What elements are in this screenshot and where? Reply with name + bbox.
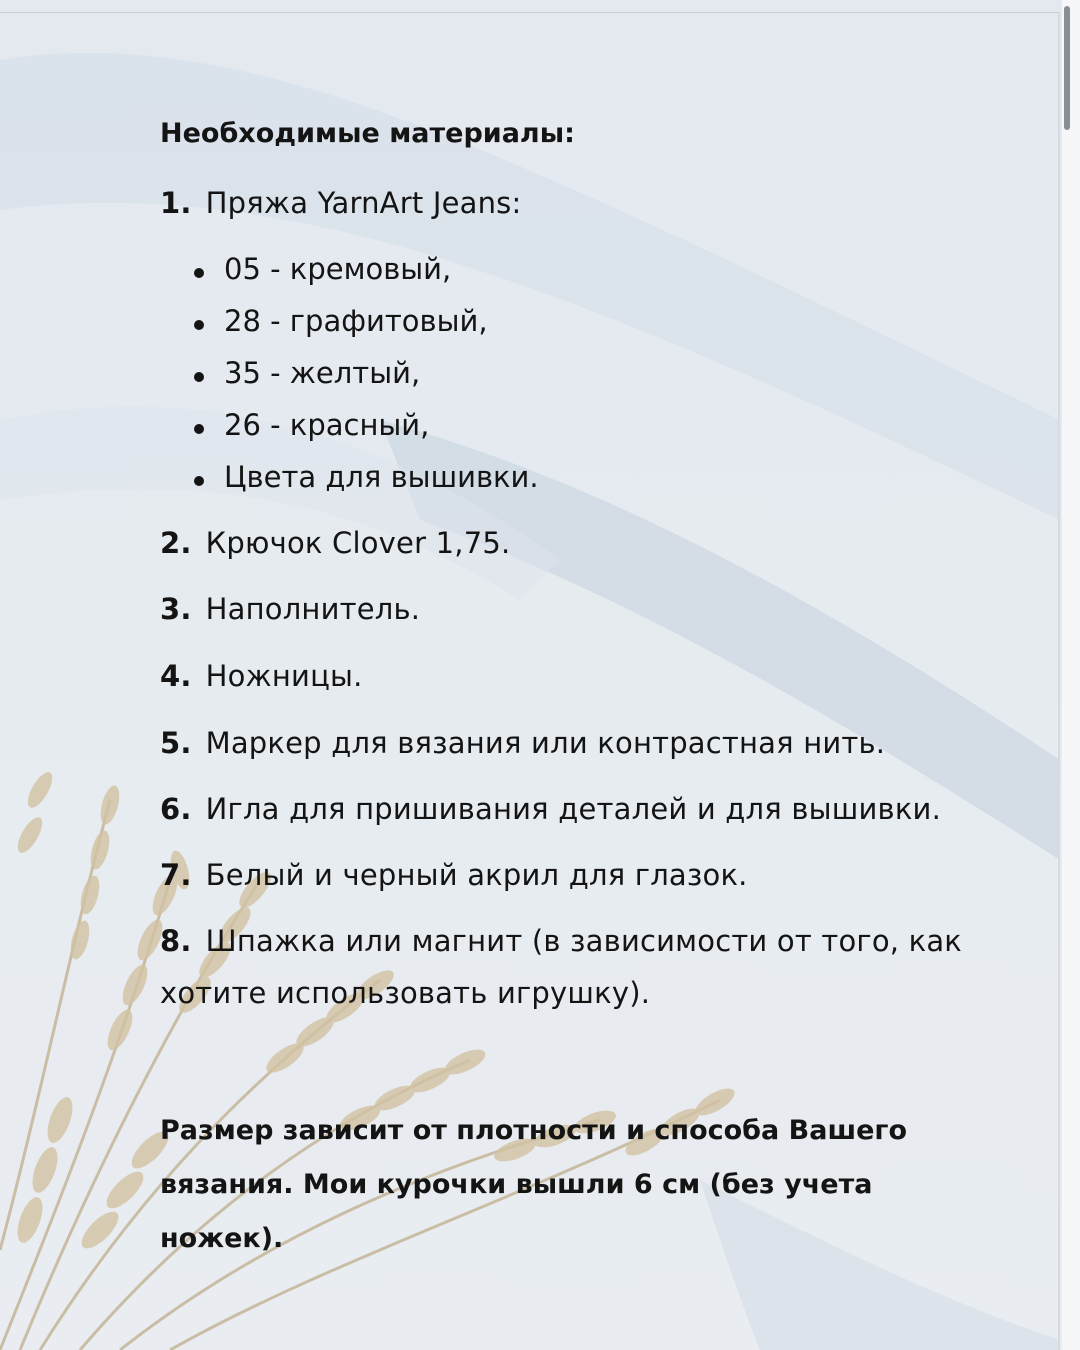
item-number: 7. xyxy=(160,858,192,892)
frame-top-border xyxy=(0,12,1058,13)
item-number: 6. xyxy=(160,792,192,826)
yarn-color-text: 26 - красный, xyxy=(224,408,430,442)
scrollbar-track[interactable] xyxy=(1062,0,1080,1350)
item-text: Ножницы. xyxy=(205,659,363,693)
bullet-icon xyxy=(194,268,204,278)
item-text: Наполнитель. xyxy=(205,592,421,626)
item-text: Пряжа YarnArt Jeans: xyxy=(205,186,522,220)
item-number: 5. xyxy=(160,726,192,760)
yarn-color-text: Цвета для вышивки. xyxy=(224,460,539,494)
list-item xyxy=(160,726,885,760)
yarn-color-text: 05 - кремовый, xyxy=(224,252,452,286)
item-number: 2. xyxy=(160,526,192,560)
size-note-line: ножек). xyxy=(160,1223,284,1254)
list-item xyxy=(160,186,521,220)
bullet-icon xyxy=(194,372,204,382)
yarn-color-text: 28 - графитовый, xyxy=(224,304,488,338)
size-note xyxy=(160,1104,960,1266)
item-text: Крючок Clover 1,75. xyxy=(205,526,511,560)
list-item xyxy=(160,526,510,560)
size-note-line: Размер зависит от плотности и способа Вашего xyxy=(160,1115,908,1146)
item-text: Шпажка или магнит (в зависимости от того, как xyxy=(205,924,963,958)
item-number: 8. xyxy=(160,924,192,958)
list-item-continuation: хотите использовать игрушку). xyxy=(160,976,651,1010)
yarn-color-text: 35 - желтый, xyxy=(224,356,421,390)
item-text: Белый и черный акрил для глазок. xyxy=(205,858,748,892)
item-number: 1. xyxy=(160,186,192,220)
size-note-line: вязания. Мои курочки вышли 6 см (без учета xyxy=(160,1169,873,1200)
list-item xyxy=(160,592,420,626)
list-item xyxy=(160,659,363,693)
item-text: Маркер для вязания или контрастная нить. xyxy=(205,726,886,760)
item-text: Игла для пришивания деталей и для вышивки. xyxy=(205,792,942,826)
list-item xyxy=(160,792,941,826)
frame-right-border xyxy=(1058,12,1060,1350)
item-number: 3. xyxy=(160,592,192,626)
scrollbar-thumb[interactable] xyxy=(1064,6,1070,130)
list-item xyxy=(160,858,748,892)
materials-heading: Необходимые материалы: xyxy=(160,118,575,149)
list-item xyxy=(160,924,962,958)
bullet-icon xyxy=(194,424,204,434)
bullet-icon xyxy=(194,320,204,330)
bullet-icon xyxy=(194,476,204,486)
item-number: 4. xyxy=(160,659,192,693)
